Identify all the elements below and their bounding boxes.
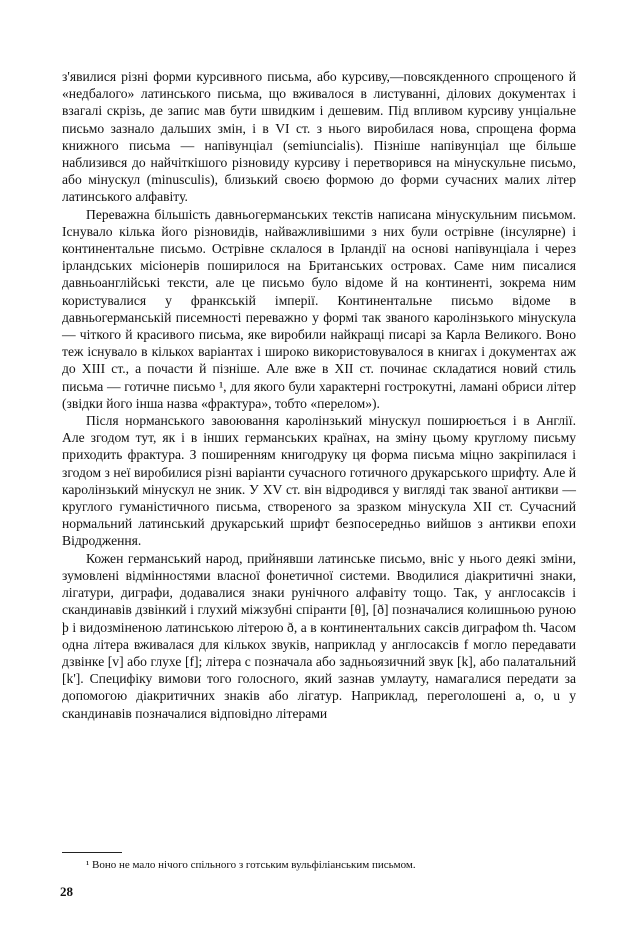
paragraph-3: Після норманського завоювання каролінзький мінускул поширюється і в Англії. Але згодом тут, як і в інших германських країнах, на зміну цьому круглому письму приходить фрактура. З поширенням книгодруку ця форма письма міцно закріпилася і згодом з неї виробилися різні варіанти сучасного готичного друкарського шрифту. Але й каролінзький мінускул не зник. У XV ст. він відродився у вигляді так званої антикви — круглого гуманістичного письма, створеного за зразком мінускула XII ст. Сучасний нормальний латинський друкарський шрифт безпосередньо вийшов з антикви епохи Відродження. xyxy=(62,413,576,549)
paragraph-2: Переважна більшість давньогерманських текстів написана мінускульним письмом. Існувало кілька його різновидів, найважливішими з них були острівне (інсулярне) і континентальне письмо. Острівне склалося в Ірландії на основі напівунціала і через ірландських місіонерів поширилося на Британських островах. Саме ним писалися давньоанглійські тексти, але це письмо було відоме й на континенті, зокрема ним користувалися у франкській імперії. Континентальне письмо відоме в давньогерманській писемності переважно у формі так званого каролінзького мінускула — чіткого й красивого письма, яке виробили найкращі писарі за Карла Великого. Воно теж існувало в кількох варіантах і широко використовувалося в книгах і документах аж до XIII ст., а почасти й пізніше. Але вже в XII ст. починає складатися новий стиль письма — готичне письмо ¹, для якого були характерні гострокутні, ламані обриси літер (звідки його інша назва «фрактура», тобто «перелом»). xyxy=(62,206,576,411)
footnote-divider xyxy=(62,852,122,853)
main-text xyxy=(62,68,576,722)
paragraph-4: Кожен германський народ, прийнявши латинське письмо, вніс у нього деякі зміни, зумовлені відмінностями власної фонетичної системи. Вводилися діакритичні знаки, лігатури, диграфи, додавалися знаки рунічного алфавіту тощо. Так, у англосаксів і скандинавів дзвінкий і глухий міжзубні спіранти [θ], [ð] позначалися колишньою руною þ і видозміненою латинською літерою ð, а в континентальних саксів диграфом th. Часом одна літера вживалася для кількох звуків, наприклад у англосаксів f могло передавати дзвінке [v] або глухе [f]; літера с позначала або задньоязичний звук [k], або палатальний [k']. Специфіку вимови того голосного, який зазнав умлауту, намагалися передати за допомогою діакритичних знаків або лігатур. Наприклад, переголошені a, o, u у скандинавів позначалися відповідно літерами xyxy=(62,550,576,721)
page-number: 28 xyxy=(60,884,73,899)
footnote: ¹ Воно не мало нічого спільного з готським вульфіліанським письмом. xyxy=(86,859,416,871)
paragraph-1: з'явилися різні форми курсивного письма, або курсиву,—повсякденного спрощеного й «недбалого» латинського письма, що вживалося в листуванні, ділових документах і взагалі скрізь, де запис мав бути швидким і дешевим. Під впливом курсиву унціальне письмо зазнало дальших змін, і в VI ст. з нього виробилася нова, спрощена форма книжного письма — напівунціал (semiuncialis). Пізніше напівунціал ще більше наблизився до найчіткішого різновиду курсиву і перетворився на мінускульне письмо, або мінускул (minusculis), близький своєю формою до форми сучасних малих літер латинського алфавіту. xyxy=(62,69,576,205)
